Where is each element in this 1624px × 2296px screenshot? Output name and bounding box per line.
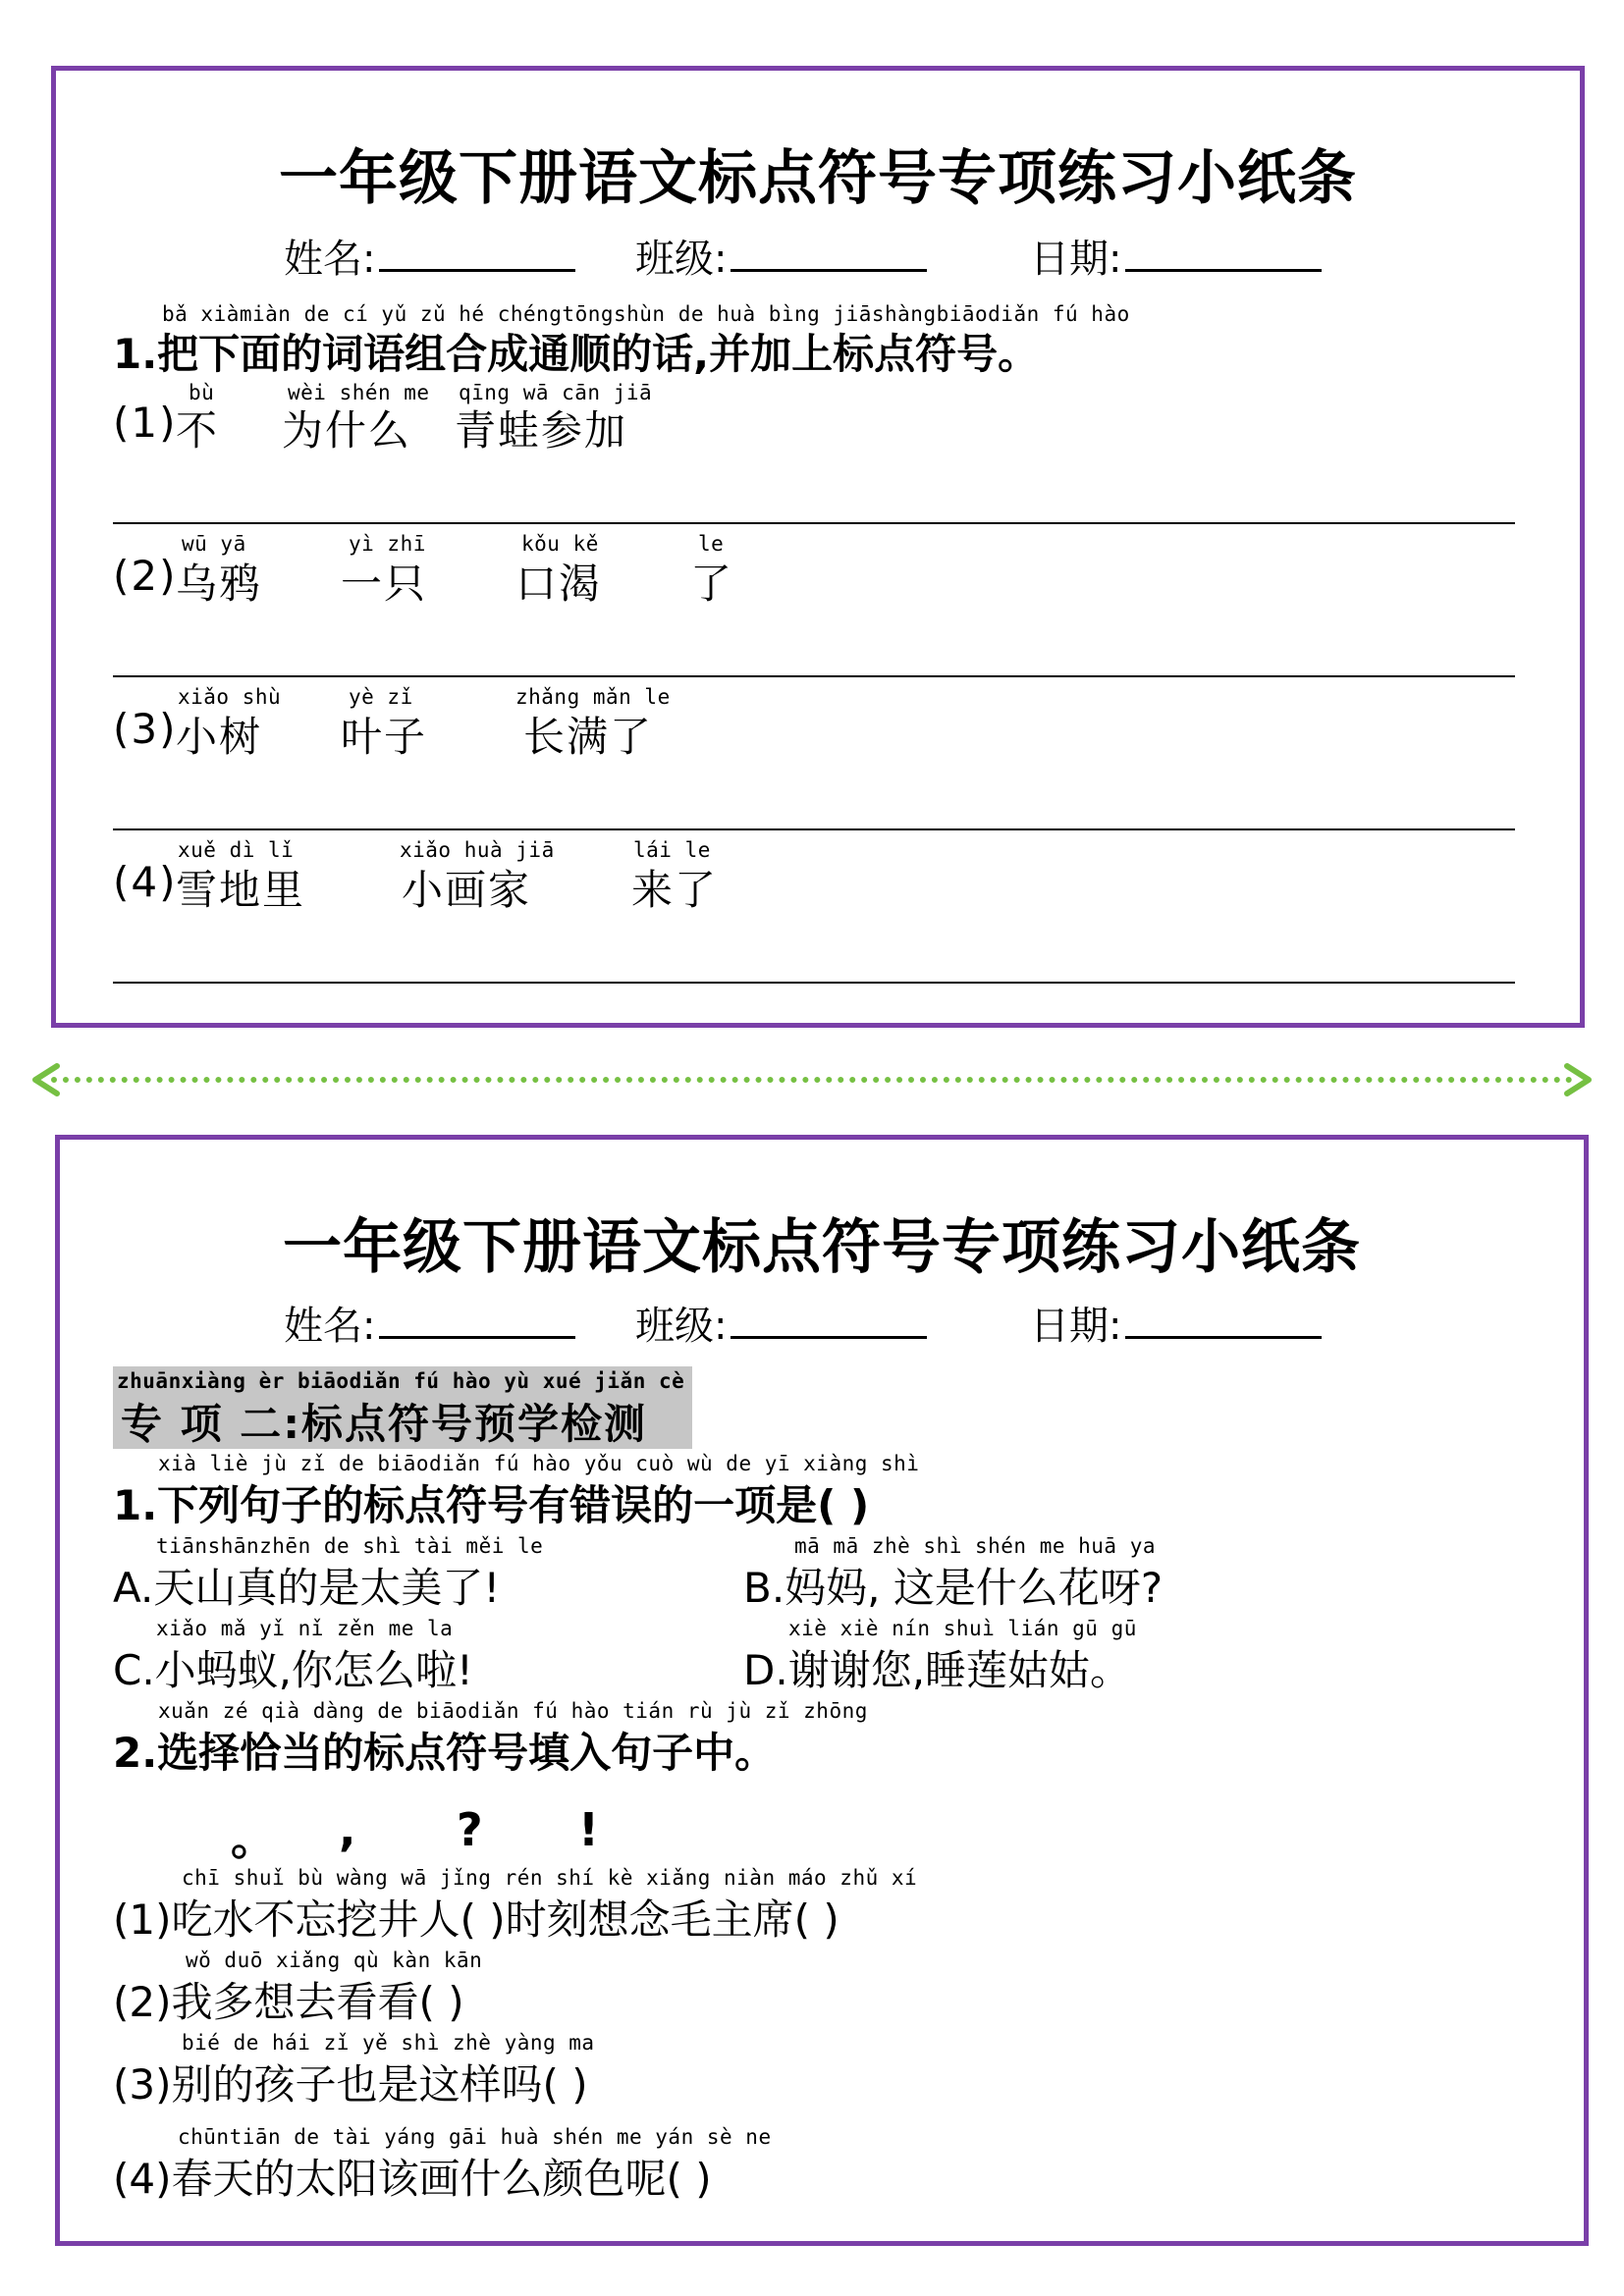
item1-word1-pinyin: bù (189, 381, 215, 404)
item2-word2-pinyin: yì zhī (349, 532, 426, 556)
q1-text: 1.把下面的词语组合成通顺的话,并加上标点符号。 (113, 330, 1040, 378)
punct-question: ? (457, 1803, 483, 1856)
punct-comma: , (339, 1803, 356, 1856)
dotted-divider (51, 1077, 1573, 1083)
answer-line-2[interactable] (113, 675, 1515, 677)
class-blank[interactable] (731, 236, 927, 272)
option-d[interactable]: D.谢谢您,睡莲姑姑。 (743, 1646, 1132, 1694)
item4-word2: 小画家 (402, 866, 532, 914)
item2-word1: 乌鸦 (176, 560, 263, 608)
name-blank-2[interactable] (379, 1303, 575, 1339)
item3-word3-pinyin: zhǎng mǎn le (515, 685, 671, 709)
date-blank-2[interactable] (1125, 1303, 1322, 1339)
answer-line-3[interactable] (113, 828, 1515, 830)
answer-line-1[interactable] (113, 522, 1515, 524)
class-label: 班级: (635, 237, 728, 282)
item1-word2-pinyin: wèi shén me (288, 381, 430, 404)
fill2-sentence[interactable]: (2)我多想去看看( ) (113, 1978, 464, 2026)
q1-text-2: 1.下列句子的标点符号有错误的一项是( ) (113, 1481, 870, 1529)
date-field-2 (1030, 1295, 1322, 1351)
class-blank-2[interactable] (731, 1303, 927, 1339)
date-label-2: 日期: (1030, 1304, 1122, 1349)
option-a[interactable]: A.天山真的是太美了! (113, 1564, 501, 1612)
fill3-pinyin: bié de hái zǐ yě shì zhè yàng ma (182, 2031, 595, 2055)
date-label: 日期: (1030, 237, 1122, 282)
q1-pinyin-2: xià liè jù zǐ de biāodiǎn fú hào yǒu cuò wù de yī xiàng shì (158, 1452, 920, 1475)
item4-number: (4) (113, 858, 178, 906)
item3-word1-pinyin: xiǎo shù (178, 685, 282, 709)
fill4-pinyin: chūntiān de tài yáng gāi huà shén me yán sè ne (178, 2125, 772, 2149)
date-blank[interactable] (1125, 236, 1322, 272)
name-blank[interactable] (379, 236, 575, 272)
worksheet-card-2 (55, 1135, 1589, 2246)
item4-word3: 来了 (631, 866, 719, 914)
item3-word3: 长满了 (523, 713, 654, 761)
item4-word3-pinyin: lái le (633, 838, 711, 862)
option-c[interactable]: C.小蚂蚁,你怎么啦! (113, 1646, 473, 1694)
item2-number: (2) (113, 552, 178, 600)
section-pinyin: zhuānxiàng èr biāodiǎn fú hào yù xué jiǎn cè (117, 1369, 685, 1393)
q2-pinyin: xuǎn zé qià dàng de biāodiǎn fú hào tián rù jù zǐ zhōng (158, 1699, 868, 1723)
fill3-sentence[interactable]: (3)别的孩子也是这样吗( ) (113, 2060, 588, 2109)
item4-word1-pinyin: xuě dì lǐ (178, 838, 295, 862)
name-label: 姓名: (284, 237, 376, 282)
class-field (635, 228, 927, 284)
name-label-2: 姓名: (284, 1304, 376, 1349)
punct-period: 。 (231, 1812, 276, 1865)
arrow-right-icon (1559, 1062, 1597, 1097)
fill4-sentence[interactable]: (4)春天的太阳该画什么颜色呢( ) (113, 2155, 712, 2203)
item2-word1-pinyin: wū yā (182, 532, 246, 556)
fill1-pinyin: chī shuǐ bù wàng wā jǐng rén shí kè xiǎng niàn máo zhǔ xí (182, 1866, 918, 1890)
item3-word2-pinyin: yè zǐ (349, 685, 413, 709)
option-b[interactable]: B.妈妈, 这是什么花呀? (743, 1564, 1164, 1612)
item1-word1: 不 (176, 406, 220, 454)
fill2-pinyin: wǒ duō xiǎng qù kàn kān (186, 1949, 483, 1972)
sheet1-title: 一年级下册语文标点符号专项练习小纸条 (279, 144, 1357, 213)
item2-word3-pinyin: kǒu kě (521, 532, 599, 556)
item1-word3-pinyin: qīng wā cān jiā (459, 381, 653, 404)
item4-word1: 雪地里 (176, 866, 306, 914)
q2-text: 2.选择恰当的标点符号填入句子中。 (113, 1729, 777, 1777)
item3-word1: 小树 (176, 713, 263, 761)
answer-line-4[interactable] (113, 982, 1515, 984)
item3-number: (3) (113, 705, 178, 753)
item2-word4-pinyin: le (698, 532, 725, 556)
class-label-2: 班级: (635, 1304, 728, 1349)
item1-number: (1) (113, 399, 178, 447)
option-b-pinyin: mā mā zhè shì shén me huā ya (794, 1534, 1157, 1558)
punct-exclamation: ! (578, 1803, 599, 1856)
arrow-left-icon (27, 1062, 65, 1097)
item2-word3: 口渴 (515, 560, 603, 608)
section-title: 专 项 二:标点符号预学检测 (121, 1400, 648, 1448)
item4-word2-pinyin: xiǎo huà jiā (400, 838, 555, 862)
item1-word2: 为什么 (282, 406, 412, 454)
q1-pinyin: bǎ xiàmiàn de cí yǔ zǔ hé chéngtōngshùn de huà bìng jiāshàngbiāodiǎn fú hào (162, 302, 1130, 326)
sheet2-title: 一年级下册语文标点符号专项练习小纸条 (283, 1213, 1361, 1282)
date-field (1030, 228, 1322, 284)
name-field (284, 228, 575, 284)
item3-word2: 叶子 (341, 713, 428, 761)
option-a-pinyin: tiānshānzhēn de shì tài měi le (156, 1534, 544, 1558)
worksheet-card-1 (51, 66, 1585, 1028)
option-c-pinyin: xiǎo mǎ yǐ nǐ zěn me la (156, 1617, 454, 1640)
item2-word4: 了 (690, 560, 734, 608)
name-field-2 (284, 1295, 575, 1351)
item2-word2: 一只 (341, 560, 428, 608)
class-field-2 (635, 1295, 927, 1351)
fill1-sentence[interactable]: (1)吃水不忘挖井人( )时刻想念毛主席( ) (113, 1896, 839, 1944)
option-d-pinyin: xiè xiè nín shuì lián gū gū (788, 1617, 1137, 1640)
item1-word3: 青蛙参加 (455, 406, 628, 454)
